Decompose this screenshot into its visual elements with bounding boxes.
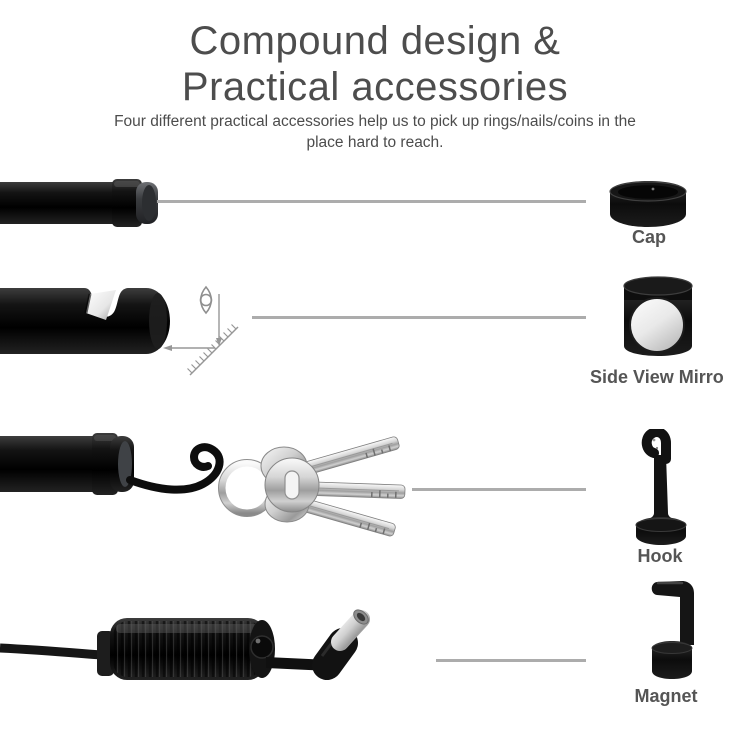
cap-accessory-image bbox=[606, 180, 690, 230]
connector-line-mirror bbox=[252, 316, 586, 319]
mirror-surface-hatch-icon bbox=[188, 325, 239, 376]
view-path-arrows-icon bbox=[163, 294, 222, 351]
page-title-line2: Practical accessories bbox=[181, 65, 569, 109]
probe-with-hook-and-keys-image bbox=[0, 428, 412, 553]
probe-with-cap-image bbox=[0, 176, 160, 230]
hook-label: Hook bbox=[637, 546, 683, 566]
side-view-mirror-accessory-image bbox=[621, 274, 697, 360]
hook-wire bbox=[130, 447, 220, 490]
keys bbox=[261, 436, 405, 537]
probe-with-side-mirror-image bbox=[0, 278, 245, 383]
connector-line-magnet bbox=[436, 659, 586, 662]
page-subtitle bbox=[0, 111, 750, 153]
connector-line-hook bbox=[412, 488, 586, 491]
connector-line-cap bbox=[157, 200, 586, 203]
hook-accessory-image bbox=[630, 429, 690, 547]
page-subtitle-line2: place hard to reach. bbox=[306, 134, 444, 151]
page-subtitle-line1: Four different practical accessories help us to pick up rings/nails/coins in the bbox=[114, 113, 636, 130]
cap-label: Cap bbox=[631, 227, 666, 247]
page-title bbox=[0, 18, 750, 110]
probe-with-magnet-image bbox=[0, 598, 380, 702]
picked-metal-part bbox=[340, 619, 361, 642]
magnet-accessory-image bbox=[644, 577, 704, 683]
eye-icon bbox=[201, 287, 212, 313]
magnet-label: Magnet bbox=[634, 686, 698, 706]
page-title-line1: Compound design & bbox=[189, 19, 561, 63]
side-view-mirror-label: Side View Mirro bbox=[590, 367, 724, 387]
